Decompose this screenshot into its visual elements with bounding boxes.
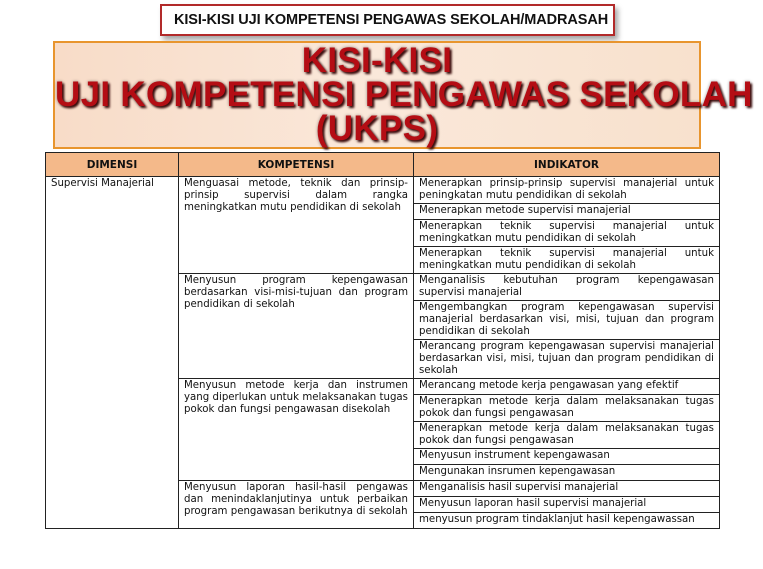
indicator-cell: Menganalisis kebutuhan program kepengawasan supervisi manajerial (414, 274, 720, 301)
banner-overlay (53, 41, 753, 149)
header-dimensi: DIMENSI (46, 153, 179, 177)
header-indikator: INDIKATOR (414, 153, 720, 177)
indicator-cell: Mengembangkan program kepengawasan supervisi manajerial berdasarkan visi, misi, tujuan dan program pendidikan di sekolah (414, 301, 720, 340)
header-kompetensi: KOMPETENSI (179, 153, 414, 177)
indicator-cell: Menyusun laporan hasil supervisi manajerial (414, 497, 720, 513)
document-title: KISI-KISI UJI KOMPETENSI PENGAWAS SEKOLAH/MADRASAH (174, 12, 609, 28)
kisi-kisi-table (45, 152, 720, 529)
indicator-cell: Menerapkan metode kerja dalam melaksanakan tugas pokok dan fungsi pengawasan (414, 395, 720, 422)
indicator-cell: Merancang program kepengawasan supervisi manajerial berdasarkan visi, misi, tujuan dan program pendidikan di sekolah (414, 340, 720, 379)
competency-cell: Menyusun metode kerja dan instrumen yang diperlukan untuk melaksanakan tugas pokok dan fungsi pengawasan disekolah (179, 379, 414, 481)
indicator-cell: Menganalisis hasil supervisi manajerial (414, 481, 720, 497)
competency-cell: Menyusun laporan hasil-hasil pengawas dan menindaklanjutinya untuk perbaikan program pengawasan berikutnya di sekolah (179, 481, 414, 529)
competency-cell: Menyusun program kepengawasan berdasarkan visi-misi-tujuan dan program pendidikan di sekolah (179, 274, 414, 379)
document-title-box (160, 4, 615, 36)
indicator-cell: Menyusun instrument kepengawasan (414, 449, 720, 465)
banner-line-3: (UKPS) (315, 109, 439, 148)
indicator-cell: Menerapkan teknik supervisi manajerial untuk meningkatkan mutu pendidikan di sekolah (414, 247, 720, 274)
indicator-cell: Mengunakan insrumen kepengawasan (414, 465, 720, 481)
indicator-cell: Menerapkan metode kerja dalam melaksanakan tugas pokok dan fungsi pengawasan (414, 422, 720, 449)
banner-line-1: KISI-KISI (301, 41, 453, 80)
competency-cell: Menguasai metode, teknik dan prinsip-prinsip supervisi dalam rangka meningkatkan mutu pendidikan di sekolah (179, 177, 414, 274)
table-header (46, 153, 720, 177)
indicator-cell: menyusun program tindaklanjut hasil kepengawassan (414, 513, 720, 529)
dimension-cell: Supervisi Manajerial (46, 177, 179, 529)
indicator-cell: Menerapkan teknik supervisi manajerial untuk meningkatkan mutu pendidikan di sekolah (414, 220, 720, 247)
banner-line-2: UJI KOMPETENSI PENGAWAS SEKOLAH (55, 75, 753, 114)
indicator-cell: Menerapkan prinsip-prinsip supervisi manajerial untuk peningkatan mutu pendidikan di sekolah (414, 177, 720, 204)
indicator-cell: Merancang metode kerja pengawasan yang efektif (414, 379, 720, 395)
indicator-cell: Menerapkan metode supervisi manajerial (414, 204, 720, 220)
